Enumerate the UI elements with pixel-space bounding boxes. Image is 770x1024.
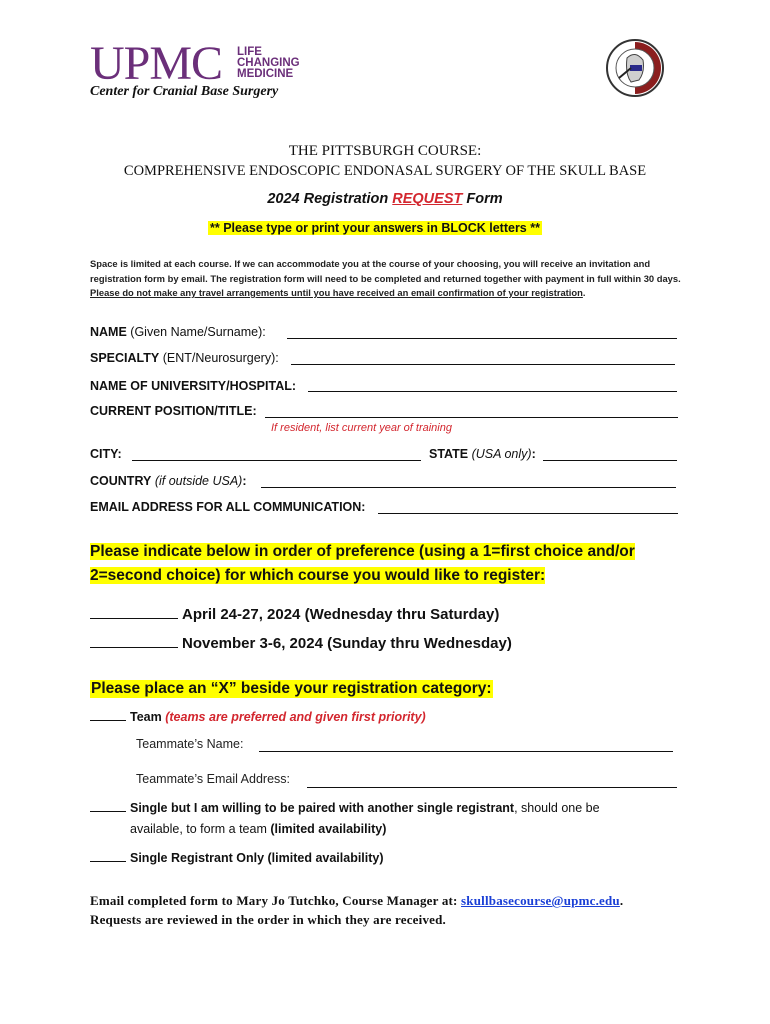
single-paired-bold: Single but I am willing to be paired with another single registrant xyxy=(130,801,515,815)
course-title-line1: THE PITTSBURGH COURSE: xyxy=(288,143,482,159)
logo-tagline-line: LIFE xyxy=(237,46,262,58)
name-hint: (Given Name/Surname): xyxy=(126,325,266,339)
intro-text: Space is limited at each course. If we can accommodate you at the course of your choosing, you will receive an invitation and registration form by email. The registration form will need to be completed and returned together with payment in full within 30 days. xyxy=(90,258,681,284)
country-colon: : xyxy=(242,474,247,488)
state-hint: (USA only) xyxy=(468,447,532,461)
course-label: April 24-27, 2024 (Wednesday thru Saturday) xyxy=(182,606,500,623)
intro-paragraph xyxy=(90,257,690,301)
city-field-line[interactable] xyxy=(132,460,421,461)
position-field-label xyxy=(90,403,257,419)
course-label: November 3-6, 2024 (Sunday thru Wednesday) xyxy=(182,635,512,652)
form-title-prefix: 2024 Registration xyxy=(267,191,393,207)
state-field-label xyxy=(429,446,536,462)
teammate-email-label: Teammate’s Email Address: xyxy=(136,772,290,786)
specialty-hint: (ENT/Neurosurgery): xyxy=(159,351,279,365)
preference-line1: Please indicate below in order of preference (using a 1=first choice and/or xyxy=(90,543,635,560)
logo-tagline-line: CHANGING xyxy=(237,57,300,69)
team-note: (teams are preferred and given first priority) xyxy=(165,710,426,724)
team-label: Team xyxy=(130,710,162,724)
university-field-line[interactable] xyxy=(308,391,677,392)
email-field-label xyxy=(90,499,365,515)
position-field-line[interactable] xyxy=(265,417,678,418)
specialty-field-line[interactable] xyxy=(291,364,675,365)
course-title-line2: COMPREHENSIVE ENDOSCOPIC ENDONASAL SURGERY OF THE SKULL BASE xyxy=(123,163,647,179)
teammate-name-line[interactable] xyxy=(259,751,673,752)
single-paired-rest: , should one be xyxy=(514,801,600,815)
email-field-line[interactable] xyxy=(378,513,678,514)
footer-line1-end: . xyxy=(619,893,624,908)
team-option xyxy=(90,710,426,724)
center-name: Center for Cranial Base Surgery xyxy=(90,84,279,99)
city-label: CITY: xyxy=(90,447,122,461)
course-option-november xyxy=(90,634,512,652)
name-field-line[interactable] xyxy=(287,338,677,339)
specialty-label: SPECIALTY xyxy=(90,351,160,365)
name-field-label xyxy=(90,324,266,340)
position-hint: If resident, list current year of training xyxy=(271,422,452,434)
name-label: NAME xyxy=(90,325,127,339)
intro-travel-warning: Please do not make any travel arrangements until you have received an email confirmation of your registration xyxy=(90,287,583,298)
course-choice-blank-april[interactable] xyxy=(90,605,178,619)
country-field-line[interactable] xyxy=(261,487,676,488)
specialty-field-label xyxy=(90,350,279,366)
form-title-request: REQUEST xyxy=(392,191,463,207)
course-email-link[interactable]: skullbasecourse@upmc.edu xyxy=(461,893,620,908)
block-letters-note: ** Please type or print your answers in BLOCK letters ** xyxy=(210,221,540,235)
logo-wordmark: UPMC xyxy=(90,37,223,90)
footer-line2: Requests are reviewed in the order in which they are received. xyxy=(90,912,447,927)
form-title-suffix: Form xyxy=(462,191,503,207)
form-title xyxy=(0,191,770,207)
city-field-label xyxy=(90,446,122,462)
teammate-name-label: Teammate’s Name: xyxy=(136,737,244,751)
course-option-april xyxy=(90,605,499,623)
preference-line2: 2=second choice) for which course you would like to register: xyxy=(90,566,546,584)
university-field-label xyxy=(90,378,296,394)
state-label: STATE xyxy=(429,447,469,461)
country-label: COUNTRY xyxy=(90,474,152,488)
country-field-label xyxy=(90,473,247,489)
single-paired-choice-blank[interactable] xyxy=(90,801,126,812)
state-field-line[interactable] xyxy=(543,460,677,461)
logo-tagline-line: MEDICINE xyxy=(237,68,294,80)
single-paired-limited: (limited availability) xyxy=(270,822,387,836)
single-only-label: Single Registrant Only (limited availability) xyxy=(130,851,384,865)
single-only-option xyxy=(90,851,384,865)
country-hint: (if outside USA) xyxy=(151,474,243,488)
email-label: EMAIL ADDRESS FOR ALL COMMUNICATION: xyxy=(90,500,366,514)
state-colon: : xyxy=(531,447,536,461)
university-label: NAME OF UNIVERSITY/HOSPITAL: xyxy=(90,379,297,393)
position-label: CURRENT POSITION/TITLE: xyxy=(90,404,257,418)
category-heading: Please place an “X” beside your registration category: xyxy=(91,680,492,697)
submission-instructions xyxy=(90,891,623,929)
intro-end: . xyxy=(582,287,586,298)
logo-tagline xyxy=(237,47,300,80)
single-paired-option xyxy=(90,798,650,840)
single-paired-line2-text: available, to form a team xyxy=(130,822,271,836)
course-choice-blank-november[interactable] xyxy=(90,634,178,648)
course-seal-icon xyxy=(605,38,665,98)
teammate-email-line[interactable] xyxy=(307,787,677,788)
footer-line1: Email completed form to Mary Jo Tutchko, Course Manager at: xyxy=(90,893,462,908)
preference-instructions xyxy=(90,540,650,587)
single-paired-line2 xyxy=(90,819,650,840)
single-only-choice-blank[interactable] xyxy=(90,851,126,862)
team-choice-blank[interactable] xyxy=(90,710,126,721)
